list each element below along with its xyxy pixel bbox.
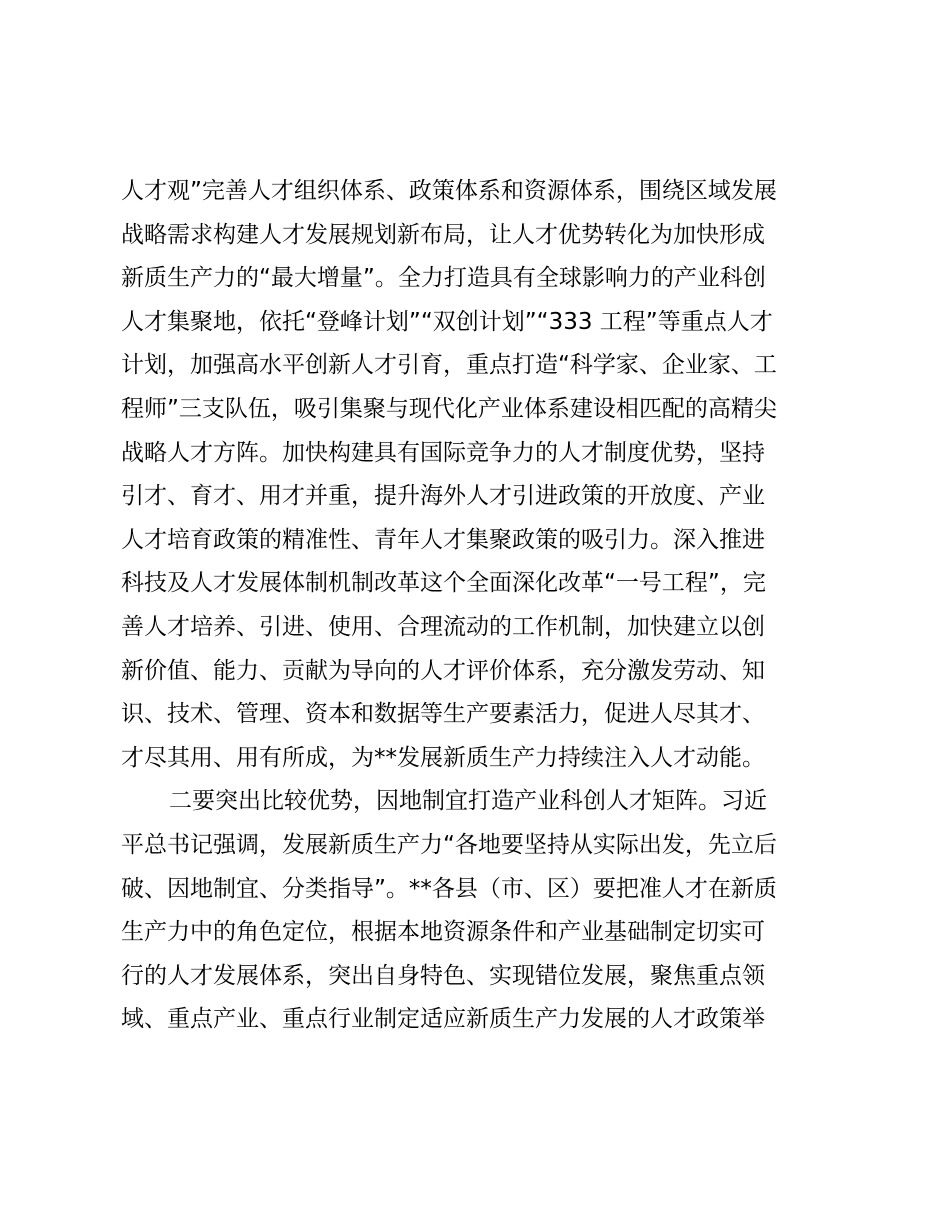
text-line: 计划，加强高水平创新人才引育，重点打造“科学家、企业家、工 bbox=[121, 352, 777, 379]
paragraph-start-line: 二要突出比较优势，因地制宜打造产业科创人才矩阵。习近 bbox=[169, 788, 767, 815]
text-line: 程师”三支队伍，吸引集聚与现代化产业体系建设相匹配的高精尖 bbox=[121, 395, 777, 422]
text-line: 人才集聚地，依托“登峰计划”“双创计划”“333 工程”等重点人才 bbox=[121, 308, 773, 335]
text-line: 科技及人才发展体制机制改革这个全面深化改革“一号工程”，完 bbox=[121, 570, 766, 597]
text-line: 行的人才发展体系，突出自身特色、实现错位发展，聚焦重点领 bbox=[121, 962, 765, 989]
text-line: 破、因地制宜、分类指导”。**各县（市、区）要把准人才在新质 bbox=[121, 875, 777, 902]
text-line: 平总书记强调，发展新质生产力“各地要坚持从实际出发，先立后 bbox=[121, 831, 777, 858]
text-line: 域、重点产业、重点行业制定适应新质生产力发展的人才政策举 bbox=[121, 1006, 765, 1033]
text-line: 识、技术、管理、资本和数据等生产要素活力，促进人尽其才、 bbox=[121, 701, 765, 728]
text-line: 战略需求构建人才发展规划新布局，让人才优势转化为加快形成 bbox=[121, 221, 765, 248]
text-line: 新质生产力的“最大增量”。全力打造具有全球影响力的产业科创 bbox=[121, 265, 766, 292]
text-line: 战略人才方阵。加快构建具有国际竞争力的人才制度优势，坚持 bbox=[121, 439, 765, 466]
text-line: 新价值、能力、贡献为导向的人才评价体系，充分激发劳动、知 bbox=[121, 657, 765, 684]
text-line: 人才培育政策的精准性、青年人才集聚政策的吸引力。深入推进 bbox=[121, 526, 765, 553]
text-line: 生产力中的角色定位，根据本地资源条件和产业基础制定切实可 bbox=[121, 919, 765, 946]
text-line: 人才观”完善人才组织体系、政策体系和资源体系，围绕区域发展 bbox=[121, 178, 777, 204]
text-line: 善人才培养、引进、使用、合理流动的工作机制，加快建立以创 bbox=[121, 613, 765, 640]
body-text bbox=[121, 170, 841, 1042]
text-line: 引才、育才、用才并重，提升海外人才引进政策的开放度、产业 bbox=[121, 483, 765, 510]
text-line: 才尽其用、用有所成，为**发展新质生产力持续注入人才动能。 bbox=[121, 744, 765, 771]
